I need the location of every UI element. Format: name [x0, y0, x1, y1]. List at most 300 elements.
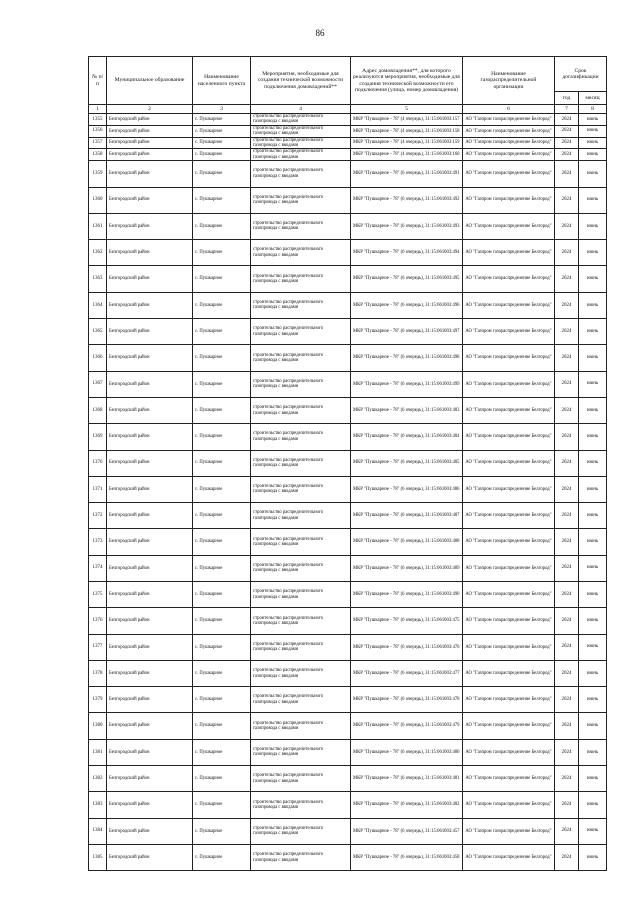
- municipality-cell: Белгородский район: [107, 187, 193, 213]
- table-row: [89, 187, 607, 213]
- settlement-cell: с. Пушкарное: [193, 660, 251, 686]
- address-cell: МКР "Пушкарное - 78" (4 очередь), 31:15:061003:157: [351, 114, 463, 126]
- settlement-cell: с. Пушкарное: [193, 713, 251, 739]
- settlement-cell: с. Пушкарное: [193, 634, 251, 660]
- address-cell: МКР "Пушкарное - 78" (6 очередь), 31:15:061003:498: [351, 345, 463, 371]
- operator-cell: АО "Газпром газораспределение Белгород": [463, 266, 555, 292]
- month-cell: июнь: [579, 371, 607, 397]
- year-cell: 2024: [555, 713, 579, 739]
- activity-cell: строительство распределительного газопровода с вводами: [251, 161, 351, 187]
- operator-cell: АО "Газпром газораспределение Белгород": [463, 319, 555, 345]
- gasification-table: [88, 56, 607, 871]
- operator-cell: АО "Газпром газораспределение Белгород": [463, 739, 555, 765]
- address-cell: МКР "Пушкарное - 78" (6 очередь), 31:15:061003:490: [351, 582, 463, 608]
- table-row: [89, 161, 607, 187]
- month-cell: июнь: [579, 213, 607, 239]
- row-number: 1385: [89, 844, 107, 870]
- activity-cell: строительство распределительного газопровода с вводами: [251, 844, 351, 870]
- municipality-cell: Белгородский район: [107, 125, 193, 137]
- settlement-cell: с. Пушкарное: [193, 371, 251, 397]
- municipality-cell: Белгородский район: [107, 582, 193, 608]
- operator-cell: АО "Газпром газораспределение Белгород": [463, 240, 555, 266]
- municipality-cell: Белгородский район: [107, 240, 193, 266]
- row-number: 1361: [89, 213, 107, 239]
- operator-cell: АО "Газпром газораспределение Белгород": [463, 608, 555, 634]
- municipality-cell: Белгородский район: [107, 766, 193, 792]
- municipality-cell: Белгородский район: [107, 266, 193, 292]
- operator-cell: АО "Газпром газораспределение Белгород": [463, 660, 555, 686]
- row-number: 1355: [89, 114, 107, 126]
- operator-cell: АО "Газпром газораспределение Белгород": [463, 503, 555, 529]
- month-cell: июнь: [579, 608, 607, 634]
- address-cell: МКР "Пушкарное - 78" (6 очередь), 31:15:061003:481: [351, 766, 463, 792]
- operator-cell: АО "Газпром газораспределение Белгород": [463, 114, 555, 126]
- activity-cell: строительство распределительного газопровода с вводами: [251, 240, 351, 266]
- header-operator: Наименование газораспределительной организации: [463, 57, 555, 105]
- municipality-cell: Белгородский район: [107, 476, 193, 502]
- address-cell: МКР "Пушкарное - 78" (6 очередь), 31:15:061003:475: [351, 608, 463, 634]
- operator-cell: АО "Газпром газораспределение Белгород": [463, 424, 555, 450]
- settlement-cell: с. Пушкарное: [193, 114, 251, 126]
- activity-cell: строительство распределительного газопровода с вводами: [251, 660, 351, 686]
- address-cell: МКР "Пушкарное - 78" (6 очередь), 31:15:061003:478: [351, 687, 463, 713]
- operator-cell: АО "Газпром газораспределение Белгород": [463, 529, 555, 555]
- year-cell: 2024: [555, 476, 579, 502]
- table-row: [89, 739, 607, 765]
- table-row: [89, 424, 607, 450]
- row-number: 1384: [89, 818, 107, 844]
- row-number: 1380: [89, 713, 107, 739]
- activity-cell: строительство распределительного газопровода с вводами: [251, 397, 351, 423]
- municipality-cell: Белгородский район: [107, 608, 193, 634]
- address-cell: МКР "Пушкарное - 78" (6 очередь), 31:15:061003:495: [351, 266, 463, 292]
- operator-cell: АО "Газпром газораспределение Белгород": [463, 345, 555, 371]
- header-deadline: Срок догазификации: [555, 57, 607, 92]
- row-number: 1376: [89, 608, 107, 634]
- header-municipality: Муниципальное образование: [107, 57, 193, 105]
- month-cell: июнь: [579, 844, 607, 870]
- address-cell: МКР "Пушкарное - 78" (6 очередь), 31:15:061003:483: [351, 397, 463, 423]
- month-cell: июнь: [579, 149, 607, 161]
- activity-cell: строительство распределительного газопровода с вводами: [251, 137, 351, 149]
- settlement-cell: с. Пушкарное: [193, 476, 251, 502]
- table-header: [89, 57, 607, 114]
- column-number: 4: [251, 105, 351, 114]
- row-number: 1372: [89, 503, 107, 529]
- settlement-cell: с. Пушкарное: [193, 818, 251, 844]
- row-number: 1371: [89, 476, 107, 502]
- month-cell: июнь: [579, 766, 607, 792]
- table-row: [89, 555, 607, 581]
- row-number: 1373: [89, 529, 107, 555]
- table-row: [89, 608, 607, 634]
- table-row: [89, 345, 607, 371]
- row-number: 1364: [89, 292, 107, 318]
- activity-cell: строительство распределительного газопровода с вводами: [251, 292, 351, 318]
- month-cell: июнь: [579, 476, 607, 502]
- settlement-cell: с. Пушкарное: [193, 766, 251, 792]
- municipality-cell: Белгородский район: [107, 503, 193, 529]
- settlement-cell: с. Пушкарное: [193, 266, 251, 292]
- year-cell: 2024: [555, 213, 579, 239]
- activity-cell: строительство распределительного газопровода с вводами: [251, 766, 351, 792]
- activity-cell: строительство распределительного газопровода с вводами: [251, 529, 351, 555]
- settlement-cell: с. Пушкарное: [193, 319, 251, 345]
- month-cell: июнь: [579, 634, 607, 660]
- operator-cell: АО "Газпром газораспределение Белгород": [463, 555, 555, 581]
- activity-cell: строительство распределительного газопровода с вводами: [251, 424, 351, 450]
- table-row: [89, 240, 607, 266]
- activity-cell: строительство распределительного газопровода с вводами: [251, 634, 351, 660]
- month-cell: июнь: [579, 292, 607, 318]
- settlement-cell: с. Пушкарное: [193, 608, 251, 634]
- month-cell: июнь: [579, 582, 607, 608]
- address-cell: МКР "Пушкарное - 78" (4 очередь), 31:15:061003:160: [351, 149, 463, 161]
- municipality-cell: Белгородский район: [107, 137, 193, 149]
- operator-cell: АО "Газпром газораспределение Белгород": [463, 213, 555, 239]
- address-cell: МКР "Пушкарное - 78" (6 очередь), 31:15:061003:486: [351, 476, 463, 502]
- year-cell: 2024: [555, 187, 579, 213]
- settlement-cell: с. Пушкарное: [193, 149, 251, 161]
- address-cell: МКР "Пушкарное - 78" (6 очередь), 31:15:061003:458: [351, 844, 463, 870]
- year-cell: 2024: [555, 266, 579, 292]
- activity-cell: строительство распределительного газопровода с вводами: [251, 739, 351, 765]
- operator-cell: АО "Газпром газораспределение Белгород": [463, 397, 555, 423]
- row-number: 1357: [89, 137, 107, 149]
- activity-cell: строительство распределительного газопровода с вводами: [251, 818, 351, 844]
- operator-cell: АО "Газпром газораспределение Белгород": [463, 792, 555, 818]
- year-cell: 2024: [555, 529, 579, 555]
- address-cell: МКР "Пушкарное - 78" (4 очередь), 31:15:061003:158: [351, 125, 463, 137]
- address-cell: МКР "Пушкарное - 78" (6 очередь), 31:15:061003:477: [351, 660, 463, 686]
- municipality-cell: Белгородский район: [107, 397, 193, 423]
- table-row: [89, 213, 607, 239]
- page-number: 86: [315, 28, 325, 38]
- year-cell: 2024: [555, 634, 579, 660]
- activity-cell: строительство распределительного газопровода с вводами: [251, 713, 351, 739]
- column-number-row: [89, 105, 607, 114]
- year-cell: 2024: [555, 424, 579, 450]
- row-number: 1365: [89, 319, 107, 345]
- settlement-cell: с. Пушкарное: [193, 161, 251, 187]
- operator-cell: АО "Газпром газораспределение Белгород": [463, 766, 555, 792]
- header-year: год: [555, 92, 579, 105]
- settlement-cell: с. Пушкарное: [193, 555, 251, 581]
- operator-cell: АО "Газпром газораспределение Белгород": [463, 450, 555, 476]
- month-cell: июнь: [579, 450, 607, 476]
- year-cell: 2024: [555, 582, 579, 608]
- municipality-cell: Белгородский район: [107, 818, 193, 844]
- month-cell: июнь: [579, 687, 607, 713]
- table-row: [89, 292, 607, 318]
- operator-cell: АО "Газпром газораспределение Белгород": [463, 687, 555, 713]
- month-cell: июнь: [579, 792, 607, 818]
- column-number: 5: [351, 105, 463, 114]
- address-cell: МКР "Пушкарное - 78" (6 очередь), 31:15:061003:488: [351, 529, 463, 555]
- activity-cell: строительство распределительного газопровода с вводами: [251, 503, 351, 529]
- row-number: 1360: [89, 187, 107, 213]
- municipality-cell: Белгородский район: [107, 529, 193, 555]
- row-number: 1359: [89, 161, 107, 187]
- address-cell: МКР "Пушкарное - 78" (6 очередь), 31:15:061003:484: [351, 424, 463, 450]
- table-row: [89, 125, 607, 137]
- table-row: [89, 687, 607, 713]
- address-cell: МКР "Пушкарное - 78" (6 очередь), 31:15:061003:457: [351, 818, 463, 844]
- address-cell: МКР "Пушкарное - 78" (6 очередь), 31:15:061003:491: [351, 161, 463, 187]
- activity-cell: строительство распределительного газопровода с вводами: [251, 555, 351, 581]
- row-number: 1377: [89, 634, 107, 660]
- municipality-cell: Белгородский район: [107, 555, 193, 581]
- operator-cell: АО "Газпром газораспределение Белгород": [463, 634, 555, 660]
- activity-cell: строительство распределительного газопровода с вводами: [251, 345, 351, 371]
- municipality-cell: Белгородский район: [107, 371, 193, 397]
- year-cell: 2024: [555, 687, 579, 713]
- activity-cell: строительство распределительного газопровода с вводами: [251, 608, 351, 634]
- activity-cell: строительство распределительного газопровода с вводами: [251, 187, 351, 213]
- operator-cell: АО "Газпром газораспределение Белгород": [463, 292, 555, 318]
- address-cell: МКР "Пушкарное - 78" (6 очередь), 31:15:061003:476: [351, 634, 463, 660]
- settlement-cell: с. Пушкарное: [193, 687, 251, 713]
- month-cell: июнь: [579, 345, 607, 371]
- row-number: 1358: [89, 149, 107, 161]
- month-cell: июнь: [579, 240, 607, 266]
- municipality-cell: Белгородский район: [107, 844, 193, 870]
- month-cell: июнь: [579, 529, 607, 555]
- row-number: 1383: [89, 792, 107, 818]
- table-row: [89, 137, 607, 149]
- address-cell: МКР "Пушкарное - 78" (6 очередь), 31:15:061003:482: [351, 792, 463, 818]
- row-number: 1375: [89, 582, 107, 608]
- year-cell: 2024: [555, 660, 579, 686]
- settlement-cell: с. Пушкарное: [193, 503, 251, 529]
- header-settlement: Наименование населенного пункта: [193, 57, 251, 105]
- month-cell: июнь: [579, 424, 607, 450]
- municipality-cell: Белгородский район: [107, 450, 193, 476]
- header-address: Адрес домовладения**, для которого реализуются мероприятия, необходимые для создания технической возможности его подключения (улица, номер домовладения): [351, 57, 463, 105]
- row-number: 1379: [89, 687, 107, 713]
- settlement-cell: с. Пушкарное: [193, 292, 251, 318]
- settlement-cell: с. Пушкарное: [193, 187, 251, 213]
- table-row: [89, 149, 607, 161]
- settlement-cell: с. Пушкарное: [193, 792, 251, 818]
- settlement-cell: с. Пушкарное: [193, 213, 251, 239]
- settlement-cell: с. Пушкарное: [193, 240, 251, 266]
- year-cell: 2024: [555, 125, 579, 137]
- header-month: месяц: [579, 92, 607, 105]
- month-cell: июнь: [579, 397, 607, 423]
- address-cell: МКР "Пушкарное - 78" (6 очередь), 31:15:061003:496: [351, 292, 463, 318]
- month-cell: июнь: [579, 114, 607, 126]
- operator-cell: АО "Газпром газораспределение Белгород": [463, 582, 555, 608]
- settlement-cell: с. Пушкарное: [193, 582, 251, 608]
- table-row: [89, 319, 607, 345]
- column-number: 7: [555, 105, 579, 114]
- month-cell: июнь: [579, 161, 607, 187]
- municipality-cell: Белгородский район: [107, 739, 193, 765]
- operator-cell: АО "Газпром газораспределение Белгород": [463, 149, 555, 161]
- table-row: [89, 266, 607, 292]
- row-number: 1368: [89, 397, 107, 423]
- table-row: [89, 114, 607, 126]
- row-number: 1382: [89, 766, 107, 792]
- municipality-cell: Белгородский район: [107, 687, 193, 713]
- month-cell: июнь: [579, 319, 607, 345]
- table-row: [89, 371, 607, 397]
- year-cell: 2024: [555, 739, 579, 765]
- activity-cell: строительство распределительного газопровода с вводами: [251, 266, 351, 292]
- month-cell: июнь: [579, 555, 607, 581]
- table-row: [89, 792, 607, 818]
- activity-cell: строительство распределительного газопровода с вводами: [251, 687, 351, 713]
- municipality-cell: Белгородский район: [107, 213, 193, 239]
- month-cell: июнь: [579, 187, 607, 213]
- year-cell: 2024: [555, 450, 579, 476]
- address-cell: МКР "Пушкарное - 78" (6 очередь), 31:15:061003:485: [351, 450, 463, 476]
- year-cell: 2024: [555, 137, 579, 149]
- year-cell: 2024: [555, 397, 579, 423]
- column-number: 3: [193, 105, 251, 114]
- table-row: [89, 582, 607, 608]
- settlement-cell: с. Пушкарное: [193, 450, 251, 476]
- row-number: 1381: [89, 739, 107, 765]
- table-row: [89, 818, 607, 844]
- address-cell: МКР "Пушкарное - 78" (6 очередь), 31:15:061003:493: [351, 213, 463, 239]
- address-cell: МКР "Пушкарное - 78" (6 очередь), 31:15:061003:499: [351, 371, 463, 397]
- row-number: 1356: [89, 125, 107, 137]
- year-cell: 2024: [555, 292, 579, 318]
- table-row: [89, 844, 607, 870]
- row-number: 1363: [89, 266, 107, 292]
- operator-cell: АО "Газпром газораспределение Белгород": [463, 371, 555, 397]
- activity-cell: строительство распределительного газопровода с вводами: [251, 371, 351, 397]
- year-cell: 2024: [555, 114, 579, 126]
- municipality-cell: Белгородский район: [107, 319, 193, 345]
- row-number: 1367: [89, 371, 107, 397]
- settlement-cell: с. Пушкарное: [193, 529, 251, 555]
- activity-cell: строительство распределительного газопровода с вводами: [251, 319, 351, 345]
- operator-cell: АО "Газпром газораспределение Белгород": [463, 161, 555, 187]
- activity-cell: строительство распределительного газопровода с вводами: [251, 450, 351, 476]
- month-cell: июнь: [579, 739, 607, 765]
- year-cell: 2024: [555, 818, 579, 844]
- month-cell: июнь: [579, 503, 607, 529]
- month-cell: июнь: [579, 125, 607, 137]
- settlement-cell: с. Пушкарное: [193, 739, 251, 765]
- table-row: [89, 713, 607, 739]
- settlement-cell: с. Пушкарное: [193, 844, 251, 870]
- activity-cell: строительство распределительного газопровода с вводами: [251, 149, 351, 161]
- year-cell: 2024: [555, 844, 579, 870]
- table-row: [89, 476, 607, 502]
- municipality-cell: Белгородский район: [107, 345, 193, 371]
- municipality-cell: Белгородский район: [107, 424, 193, 450]
- row-number: 1370: [89, 450, 107, 476]
- activity-cell: строительство распределительного газопровода с вводами: [251, 213, 351, 239]
- operator-cell: АО "Газпром газораспределение Белгород": [463, 713, 555, 739]
- table-row: [89, 450, 607, 476]
- month-cell: июнь: [579, 266, 607, 292]
- month-cell: июнь: [579, 818, 607, 844]
- year-cell: 2024: [555, 345, 579, 371]
- column-number: 1: [89, 105, 107, 114]
- row-number: 1362: [89, 240, 107, 266]
- operator-cell: АО "Газпром газораспределение Белгород": [463, 476, 555, 502]
- settlement-cell: с. Пушкарное: [193, 345, 251, 371]
- header-activities: Мероприятия, необходимые для создания технической возможности подключения домовладений**: [251, 57, 351, 105]
- municipality-cell: Белгородский район: [107, 792, 193, 818]
- table-row: [89, 660, 607, 686]
- settlement-cell: с. Пушкарное: [193, 137, 251, 149]
- row-number: 1378: [89, 660, 107, 686]
- municipality-cell: Белгородский район: [107, 713, 193, 739]
- settlement-cell: с. Пушкарное: [193, 125, 251, 137]
- operator-cell: АО "Газпром газораспределение Белгород": [463, 125, 555, 137]
- header-num: № п/п: [89, 57, 107, 105]
- activity-cell: строительство распределительного газопровода с вводами: [251, 125, 351, 137]
- month-cell: июнь: [579, 137, 607, 149]
- settlement-cell: с. Пушкарное: [193, 424, 251, 450]
- municipality-cell: Белгородский район: [107, 660, 193, 686]
- address-cell: МКР "Пушкарное - 78" (4 очередь), 31:15:061003:159: [351, 137, 463, 149]
- month-cell: июнь: [579, 713, 607, 739]
- table-row: [89, 529, 607, 555]
- activity-cell: строительство распределительного газопровода с вводами: [251, 114, 351, 126]
- table-body: [89, 114, 607, 871]
- column-number: 6: [463, 105, 555, 114]
- year-cell: 2024: [555, 371, 579, 397]
- table-row: [89, 634, 607, 660]
- operator-cell: АО "Газпром газораспределение Белгород": [463, 818, 555, 844]
- table-row: [89, 397, 607, 423]
- row-number: 1374: [89, 555, 107, 581]
- settlement-cell: с. Пушкарное: [193, 397, 251, 423]
- year-cell: 2024: [555, 792, 579, 818]
- operator-cell: АО "Газпром газораспределение Белгород": [463, 844, 555, 870]
- year-cell: 2024: [555, 240, 579, 266]
- operator-cell: АО "Газпром газораспределение Белгород": [463, 137, 555, 149]
- activity-cell: строительство распределительного газопровода с вводами: [251, 792, 351, 818]
- address-cell: МКР "Пушкарное - 78" (6 очередь), 31:15:061003:487: [351, 503, 463, 529]
- municipality-cell: Белгородский район: [107, 292, 193, 318]
- row-number: 1369: [89, 424, 107, 450]
- municipality-cell: Белгородский район: [107, 634, 193, 660]
- municipality-cell: Белгородский район: [107, 149, 193, 161]
- table-row: [89, 503, 607, 529]
- address-cell: МКР "Пушкарное - 78" (6 очередь), 31:15:061003:492: [351, 187, 463, 213]
- month-cell: июнь: [579, 660, 607, 686]
- year-cell: 2024: [555, 555, 579, 581]
- table-row: [89, 766, 607, 792]
- activity-cell: строительство распределительного газопровода с вводами: [251, 476, 351, 502]
- year-cell: 2024: [555, 149, 579, 161]
- year-cell: 2024: [555, 161, 579, 187]
- year-cell: 2024: [555, 319, 579, 345]
- column-number: 8: [579, 105, 607, 114]
- address-cell: МКР "Пушкарное - 78" (6 очередь), 31:15:061003:479: [351, 713, 463, 739]
- address-cell: МКР "Пушкарное - 78" (6 очередь), 31:15:061003:480: [351, 739, 463, 765]
- year-cell: 2024: [555, 766, 579, 792]
- address-cell: МКР "Пушкарное - 78" (6 очередь), 31:15:061003:489: [351, 555, 463, 581]
- municipality-cell: Белгородский район: [107, 114, 193, 126]
- address-cell: МКР "Пушкарное - 78" (6 очередь), 31:15:061003:494: [351, 240, 463, 266]
- operator-cell: АО "Газпром газораспределение Белгород": [463, 187, 555, 213]
- activity-cell: строительство распределительного газопровода с вводами: [251, 582, 351, 608]
- municipality-cell: Белгородский район: [107, 161, 193, 187]
- column-number: 2: [107, 105, 193, 114]
- address-cell: МКР "Пушкарное - 78" (6 очередь), 31:15:061003:497: [351, 319, 463, 345]
- year-cell: 2024: [555, 503, 579, 529]
- year-cell: 2024: [555, 608, 579, 634]
